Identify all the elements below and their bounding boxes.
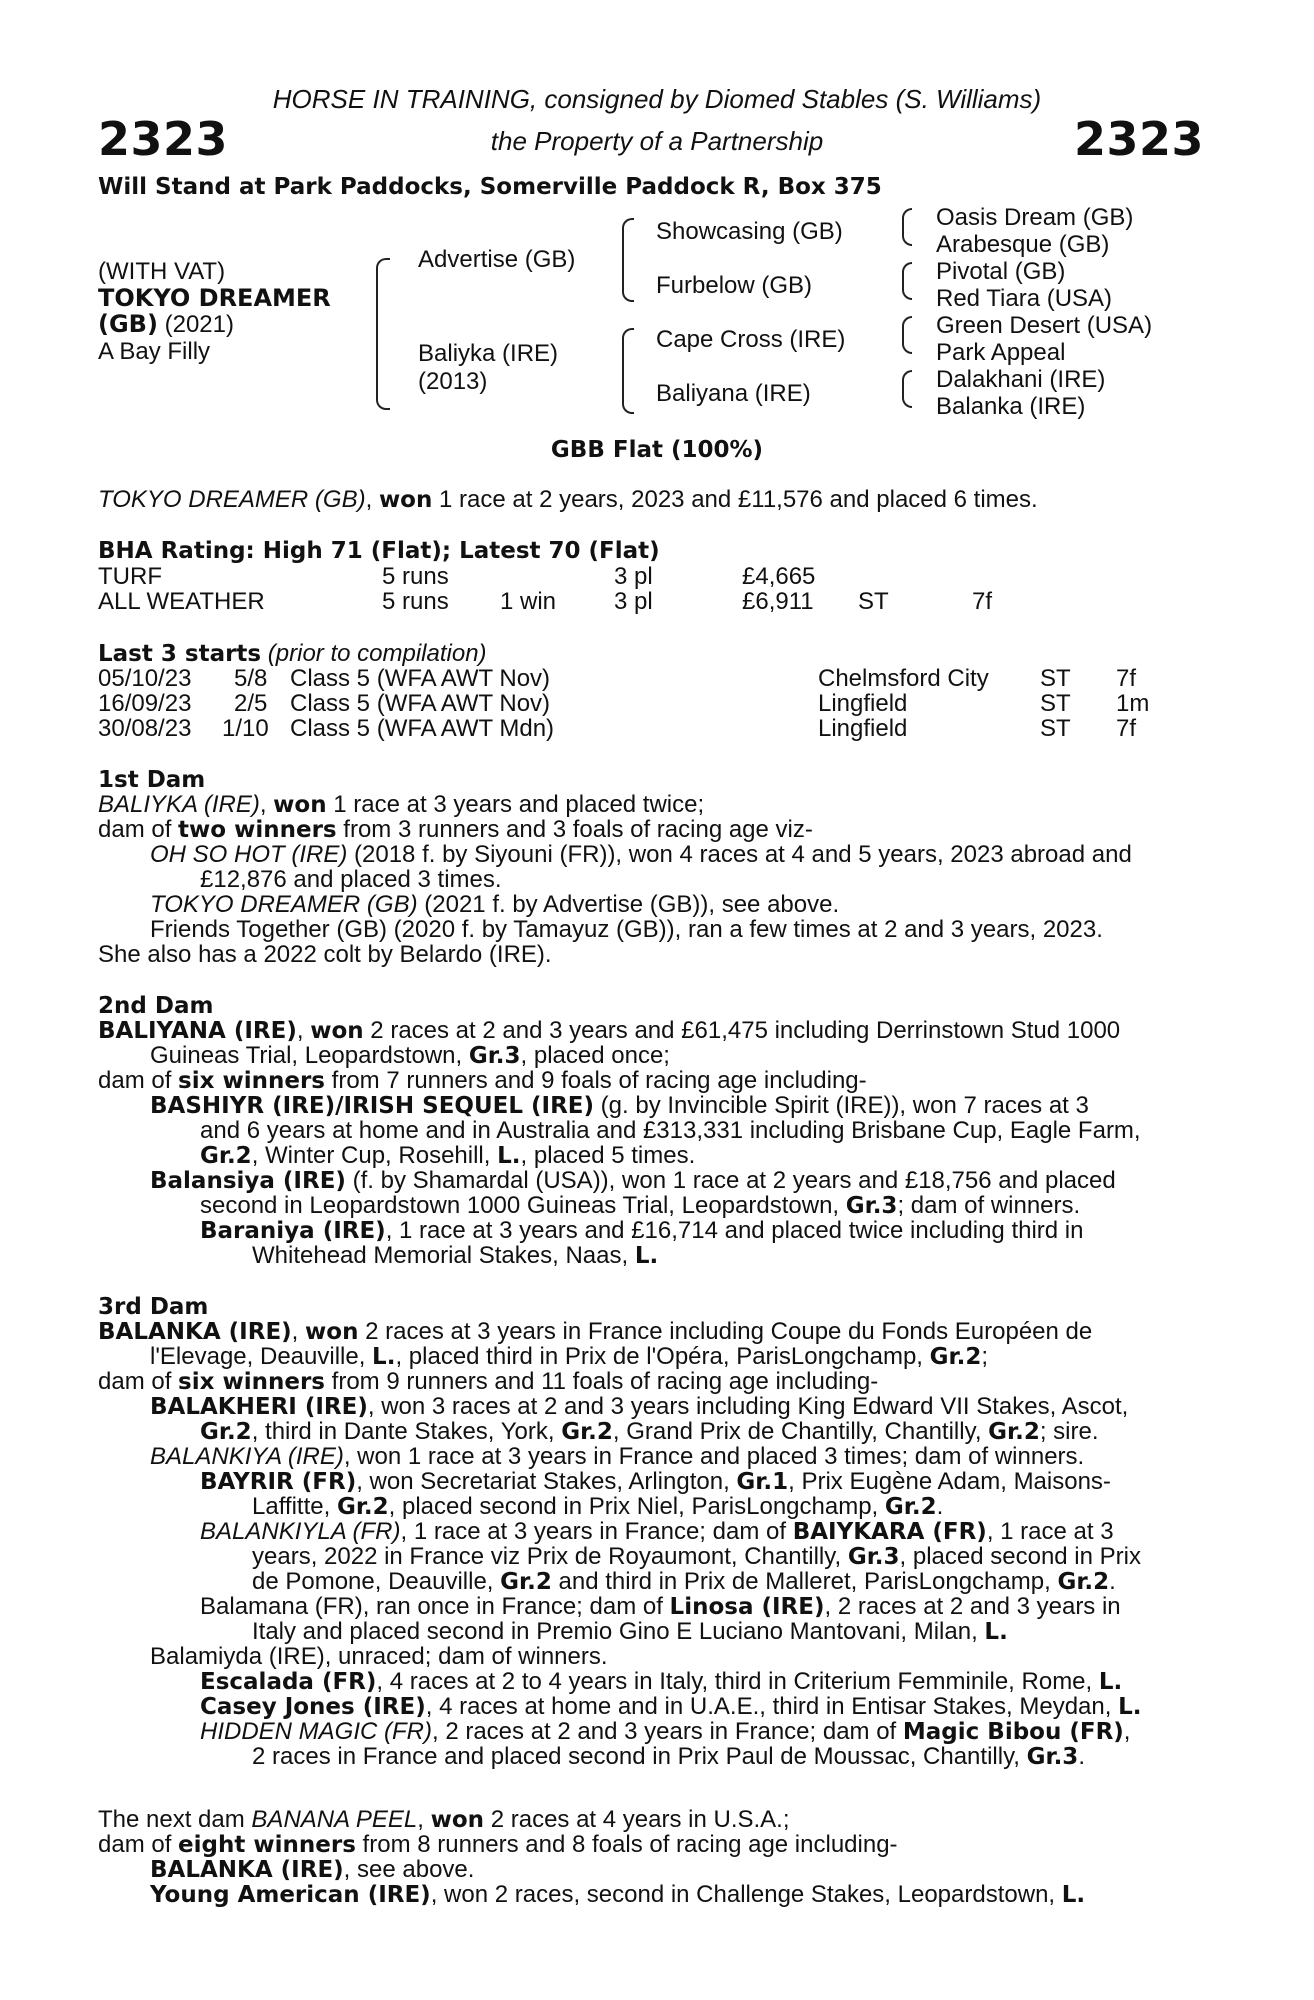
next-dam-line: Young American (IRE), won 2 races, second in Challenge Stakes, Leopardstown, L. [150,1881,1086,1908]
next-dam-line: BALANKA (IRE), see above. [150,1856,475,1883]
dam1-line: £12,876 and placed 3 times. [200,866,502,893]
bha-runs: 5 runs [382,588,449,615]
horse-origin-year: (GB) (2021) [98,310,234,338]
dam1-line: She also has a 2022 colt by Belardo (IRE). [98,941,552,968]
dam-sire: Cape Cross (IRE) [656,326,846,353]
bha-prize: £4,665 [742,563,816,590]
dam3-line: Laffitte, Gr.2, placed second in Prix Niel, ParisLongchamp, Gr.2. [252,1493,944,1520]
dam2-line: and 6 years at home and in Australia and £313,331 including Brisbane Cup, Eagle Farm, [200,1117,1141,1144]
next-dam-line: dam of eight winners from 8 runners and 8 foals of racing age including- [98,1831,898,1858]
bha-wins: 1 win [500,588,557,615]
gen3-4: Red Tiara (USA) [936,285,1113,312]
bha-placed: 3 pl [614,563,653,590]
horse-description: A Bay Filly [98,338,211,365]
bha-rating: BHA Rating: High 71 (Flat); Latest 70 (Flat) [98,538,660,564]
dam3-line: l'Elevage, Deauville, L., placed third in Prix de l'Opéra, ParisLongchamp, Gr.2; [150,1343,988,1370]
start-distance: 1m [1116,690,1150,717]
dam1-heading: 1st Dam [98,767,206,793]
sire-dam: Furbelow (GB) [656,272,813,299]
dam3-line: HIDDEN MAGIC (FR), 2 races at 2 and 3 years in France; dam of Magic Bibou (FR), [200,1718,1131,1745]
start-distance: 7f [1116,715,1137,742]
dam2-line: Whitehead Memorial Stakes, Naas, L. [252,1242,659,1269]
start-race: Class 5 (WFA AWT Nov) [290,690,551,717]
last-starts-heading: Last 3 starts (prior to compilation) [98,640,487,667]
gen3-3: Pivotal (GB) [936,258,1066,285]
pedigree-brace-dam [622,328,634,414]
dam2-line: Guineas Trial, Leopardstown, Gr.3, placed once; [150,1042,670,1069]
dam1-line: TOKYO DREAMER (GB) (2021 f. by Advertise (GB)), see above. [150,891,840,918]
start-course: Lingfield [818,715,908,742]
dam2-line: Balansiya (IRE) (f. by Shamardal (USA)), won 1 race at 2 years and £18,756 and placed [150,1167,1116,1194]
dam1-line: BALIYKA (IRE), won 1 race at 3 years and placed twice; [98,791,705,818]
sire-sire: Showcasing (GB) [656,218,843,245]
lot-number-left: 2323 [98,112,229,166]
dam2-heading: 2nd Dam [98,993,214,1019]
start-date: 16/09/23 [98,690,192,717]
gen3-5: Green Desert (USA) [936,312,1153,339]
dam3-line: dam of six winners from 9 runners and 11 foals of racing age including- [98,1368,879,1395]
bha-prize: £6,911 [742,588,814,615]
dam1-line: OH SO HOT (IRE) (2018 f. by Siyouni (FR)), won 4 races at 4 and 5 years, 2023 abroad and [150,841,1132,868]
start-course: Chelmsford City [818,665,989,692]
dam3-line: Balamiyda (IRE), unraced; dam of winners. [150,1643,608,1670]
dam3-line: BALANKIYA (IRE), won 1 race at 3 years in France and placed 3 times; dam of winners. [150,1443,1085,1470]
start-going: ST [1040,715,1071,742]
start-date: 05/10/23 [98,665,192,692]
dam2-line: second in Leopardstown 1000 Guineas Trial, Leopardstown, Gr.3; dam of winners. [200,1192,1081,1219]
next-dam-line: The next dam BANANA PEEL, won 2 races at 4 years in U.S.A.; [98,1806,790,1833]
dam: Baliyka (IRE) [418,340,559,367]
bha-row: TURF [98,563,162,590]
dam3-line: BALANKA (IRE), won 2 races at 3 years in France including Coupe du Fonds Européen de [98,1318,1093,1345]
dam2-line: Gr.2, Winter Cup, Rosehill, L., placed 5 times. [200,1142,696,1169]
dam3-line: 2 races in France and placed second in Prix Paul de Moussac, Chantilly, Gr.3. [252,1743,1085,1770]
dam3-line: BALAKHERI (IRE), won 3 races at 2 and 3 years including King Edward VII Stakes, Ascot, [150,1393,1129,1420]
gen3-1: Oasis Dream (GB) [936,204,1134,231]
start-position: 2/5 [234,690,268,717]
dam3-line: de Pomone, Deauville, Gr.2 and third in Prix de Malleret, ParisLongchamp, Gr.2. [252,1568,1116,1595]
gen3-7: Dalakhani (IRE) [936,366,1106,393]
dam-year: (2013) [418,368,488,395]
horse-name: TOKYO DREAMER [98,284,331,312]
pedigree-brace-gen1 [376,258,390,410]
pedigree-brace-g3-4 [902,370,912,408]
dam2-line: dam of six winners from 7 runners and 9 foals of racing age including- [98,1067,867,1094]
lot-number-right: 2323 [1073,112,1204,166]
start-position: 5/8 [234,665,268,692]
dam2-line: BASHIYR (IRE)/IRISH SEQUEL (IRE) (g. by Invincible Spirit (IRE)), won 7 races at 3 [150,1092,1089,1119]
pedigree-brace-sire [622,218,634,302]
gbb-label: GBB Flat (100%) [550,437,764,463]
dam2-line: BALIYANA (IRE), won 2 races at 2 and 3 years and £61,475 including Derrinstown Stud 1000 [98,1017,1121,1044]
pedigree-brace-g3-3 [902,316,912,354]
bha-runs: 5 runs [382,563,449,590]
property-line: the Property of a Partnership [490,126,824,156]
bha-placed: 3 pl [614,588,653,615]
dam2-line: Baraniya (IRE), 1 race at 3 years and £16,714 and placed twice including third in [200,1217,1084,1244]
dam3-line: Italy and placed second in Premio Gino E Luciano Mantovani, Milan, L. [252,1618,1008,1645]
gen3-2: Arabesque (GB) [936,231,1110,258]
dam3-line: BALANKIYLA (FR), 1 race at 3 years in France; dam of BAIYKARA (FR), 1 race at 3 [200,1518,1114,1545]
gen3-6: Park Appeal [936,339,1066,366]
dam-dam: Baliyana (IRE) [656,380,811,407]
stand-location: Will Stand at Park Paddocks, Somerville Paddock R, Box 375 [98,174,882,200]
bha-row: ALL WEATHER [98,588,265,615]
vat-label: (WITH VAT) [98,258,226,285]
dam1-line: Friends Together (GB) (2020 f. by Tamayuz (GB)), ran a few times at 2 and 3 years, 2023. [150,916,1103,943]
dam3-line: years, 2022 in France viz Prix de Royaumont, Chantilly, Gr.3, placed second in Prix [252,1543,1141,1570]
dam3-line: Balamana (FR), ran once in France; dam of Linosa (IRE), 2 races at 2 and 3 years in [200,1593,1121,1620]
start-distance: 7f [1116,665,1137,692]
dam3-line: Escalada (FR), 4 races at 2 to 4 years in Italy, third in Criterium Femminile, Rome, L. [200,1668,1123,1695]
consignor-line: HORSE IN TRAINING, consigned by Diomed Stables (S. Williams) [272,84,1042,114]
start-going: ST [1040,690,1071,717]
dam3-heading: 3rd Dam [98,1294,209,1320]
start-date: 30/08/23 [98,715,192,742]
gen3-8: Balanka (IRE) [936,393,1086,420]
start-position: 1/10 [222,715,269,742]
dam3-line: Casey Jones (IRE), 4 races at home and in U.A.E., third in Entisar Stakes, Meydan, L. [200,1693,1142,1720]
dam3-line: BAYRIR (FR), won Secretariat Stakes, Arlington, Gr.1, Prix Eugène Adam, Maisons- [200,1468,1111,1495]
dam3-line: Gr.2, third in Dante Stakes, York, Gr.2, Grand Prix de Chantilly, Chantilly, Gr.2; sire. [200,1418,1099,1445]
sire: Advertise (GB) [418,246,576,273]
start-race: Class 5 (WFA AWT Nov) [290,665,551,692]
pedigree-brace-g3-2 [902,262,912,300]
bha-distance: 7f [972,588,993,615]
bha-going: ST [858,588,889,615]
start-going: ST [1040,665,1071,692]
dam1-line: dam of two winners from 3 runners and 3 foals of racing age viz- [98,816,813,843]
pedigree-brace-g3-1 [902,208,912,246]
start-course: Lingfield [818,690,908,717]
start-race: Class 5 (WFA AWT Mdn) [290,715,555,742]
race-summary: TOKYO DREAMER (GB), won 1 race at 2 years, 2023 and £11,576 and placed 6 times. [98,486,1038,513]
